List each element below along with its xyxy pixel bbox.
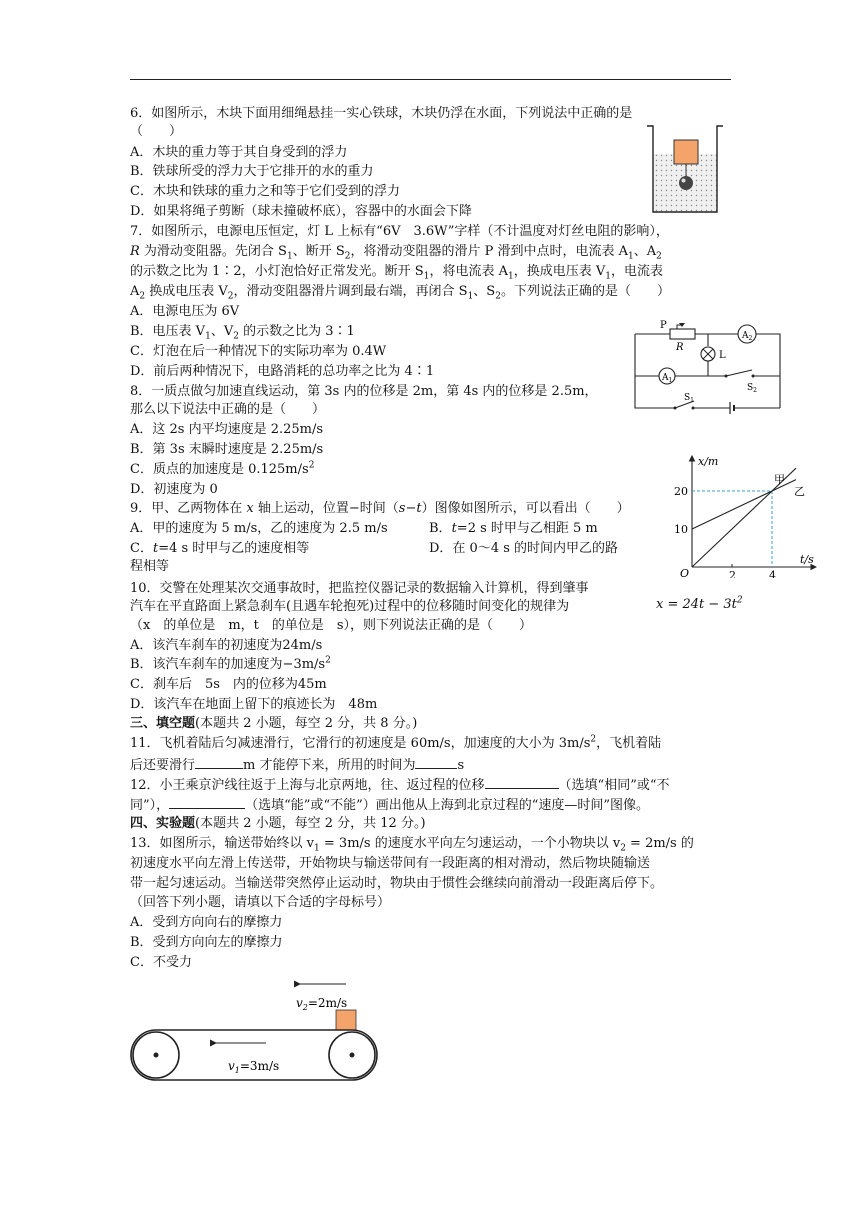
q11-line1: 11．飞机着陆后匀减速滑行，它滑行的初速度是 60m/s，加速度的大小为 $3m/s^2$，飞机着陆	[130, 734, 662, 751]
q10-line1: 10．交警在处理某次交通事故时，把监控仪器记录的数据输入计算机，得到肇事	[130, 581, 589, 596]
q8-line1: 8．一质点做匀加速直线运动，第 3s 内的位移是 2m，第 4s 内的位移是 2.5m，	[130, 384, 598, 399]
q6-option-c: C．木块和铁球的重力之和等于它们受到的浮力	[130, 184, 400, 199]
label-l: L	[719, 350, 726, 361]
header-rule	[130, 79, 731, 80]
q13-line3: 带一起匀速运动。当输送带突然停止运动时，物块由于惯性会继续向前滑动一段距离后停下。	[130, 876, 664, 891]
q11-line2: 后还要滑行 m 才能停下来，所用的时间为 s	[130, 755, 464, 775]
q12-blank-2[interactable]	[169, 795, 245, 809]
tick-label-y10: 10	[674, 523, 688, 536]
origin-label: O	[680, 567, 690, 578]
q6-option-b: B．铁球所受的浮力大于它排开的水的重力	[130, 164, 374, 179]
q12-line1: 12．小王乘京沪线往返于上海与北京两地，往、返过程的位移 （选填“相同”或“不	[130, 775, 670, 795]
block	[336, 1010, 356, 1030]
q8-option-d: D．初速度为 0	[130, 482, 218, 497]
q6-stem: 6．如图所示，木块下面用细绳悬挂一实心铁球，木块仍浮在水面，下列说法中正确的是	[130, 106, 633, 121]
q9-option-b: B．t=2 s 时甲与乙相距 5 m	[429, 521, 598, 536]
q10-option-b: B．该汽车刹车的加速度为$-3m/s^2$	[130, 655, 331, 672]
legend-jia: 甲	[774, 473, 785, 486]
q6-option-a: A．木块的重力等于其自身受到的浮力	[130, 145, 348, 160]
q13-option-a: A．受到方向向右的摩擦力	[130, 915, 283, 930]
q12-blank-1[interactable]	[485, 775, 559, 789]
q8-option-b: B．第 3s 末瞬时速度是 2.25m/s	[130, 442, 324, 457]
q9-option-d-cont: 程相等	[130, 559, 170, 574]
v1-label: $v_1=3m/s$	[228, 1059, 280, 1075]
series-line-yi	[692, 480, 796, 529]
tick-label-x4: 4	[769, 569, 776, 578]
q10-option-a: A．该汽车刹车的初速度为24m/s	[130, 638, 323, 653]
q7-option-c: C．灯泡在后一种情况下的实际功率为 0.4W	[130, 344, 387, 359]
v2-label: $v_2=2m/s$	[296, 996, 348, 1012]
q12-line2: 同”）， （选填“能”或“不能”）画出他从上海到北京过程的“速度—时间”图像。	[130, 795, 649, 815]
tick-label-y20: 20	[674, 485, 688, 498]
section-3-heading: 三、填空题(本题共 2 小题，每空 2 分，共 8 分。)	[130, 716, 418, 731]
tick-label-x2: 2	[729, 569, 736, 578]
q11-blank-1[interactable]	[195, 755, 243, 769]
q10-line3: （x 的单位是 m，t 的单位是 s），则下列说法正确的是（ ）	[130, 618, 533, 633]
q7-line2: R 为滑动变阻器。先闭合 $S_1$、断开 $S_2$，将滑动变阻器的滑片 P 滑到中点时，电流表 $A_1$、$A_2$	[130, 244, 662, 262]
switch-s2	[726, 370, 752, 376]
svg-text:S2: $S_2$	[747, 383, 757, 394]
q7-line4: $A_2$ 换成电压表 $V_2$，滑动变阻器滑片调到最右端，再闭合 $S_1$、$S_2$。下列说法正确的是（ ）	[130, 284, 670, 302]
q7-line1: 7．如图所示，电源电压恒定，灯 L 上标有“6V 3.6W”字样（不计温度对灯丝电阻的影响），	[130, 224, 669, 239]
beaker-figure	[645, 124, 725, 218]
q6-option-d: D．如果将绳子剪断（球未撞破杯底），容器中的水面会下降	[130, 204, 472, 219]
q7-line3: 的示数之比为 1∶2，小灯泡恰好正常发光。断开 $S_1$，将电流表 $A_1$，换成电压表 $V_1$，电流表	[130, 264, 663, 282]
svg-text:S1: $S_1$	[684, 393, 694, 404]
q10-option-d: D．该汽车在地面上留下的痕迹长为 48m	[130, 697, 378, 712]
q10-line2: 汽车在平直路面上紧急刹车(且遇车轮抱死)过程中的位移随时间变化的规律为	[130, 599, 570, 614]
svg-text:A1: $A_1$	[662, 373, 673, 384]
q8-option-c: C．质点的加速度是 $0.125m/s^2$	[130, 460, 315, 477]
label-p: P	[660, 320, 667, 331]
q13-line4: （回答下列小题，请填以下合适的字母标号）	[130, 895, 391, 910]
iron-ball	[679, 176, 693, 190]
q13-line1: 13．如图所示，输送带始终以 $v_1 = 3m/s$ 的速度水平向左匀速运动，一个小物块以 $v_2 = 2m/s$ 的	[130, 836, 694, 854]
legend-yi: 乙	[794, 485, 805, 498]
q13-option-b: B．受到方向向左的摩擦力	[130, 935, 283, 950]
wood-block	[674, 140, 698, 164]
q8-line2: 那么以下说法中正确的是（ ）	[130, 402, 326, 417]
q10-formula: $x = 24t - 3t^2$	[656, 595, 743, 612]
q11-blank-2[interactable]	[415, 755, 457, 769]
q13-option-c: C．不受力	[130, 955, 192, 970]
svg-text:A2: $A_2$	[742, 331, 753, 342]
q7-option-b: B．电压表 $V_1$、$V_2$ 的示数之比为 3∶1	[130, 324, 355, 342]
rheostat	[670, 329, 695, 339]
section-4-heading: 四、实验题(本题共 2 小题，每空 2 分，共 12 分。)	[130, 816, 426, 831]
x-axis-label: t/s	[800, 553, 814, 566]
q9-option-c: C．t=4 s 时甲与乙的速度相等	[130, 541, 310, 556]
circuit-figure	[630, 316, 790, 416]
q7-option-d: D．前后两种情况下，电路消耗的总功率之比为 4∶1	[130, 364, 435, 379]
label-r: R	[676, 342, 684, 353]
q9-option-a: A．甲的速度为 5 m/s，乙的速度为 2.5 m/s	[130, 521, 388, 536]
y-axis-label: x/m	[698, 455, 719, 468]
q9-option-d: D．在 0～4 s 的时间内甲乙的路	[429, 541, 619, 556]
q10-option-c: C．刹车后 5s 内的位移为45m	[130, 677, 327, 692]
q8-option-a: A．这 2s 内平均速度是 2.25m/s	[130, 422, 324, 437]
conveyor-belt-figure	[128, 972, 388, 1088]
q7-option-a: A．电源电压为 6V	[130, 304, 240, 319]
q6-paren: （ ）	[130, 124, 183, 139]
q13-line2: 初速度水平向左滑上传送带，开始物块与输送带间有一段距离的相对滑动，然后物块随输送	[130, 856, 651, 871]
q9-stem: 9．甲、乙两物体在 x 轴上运动，位置−时间（s−t）图像如图所示，可以看出（ ）	[130, 501, 630, 516]
position-time-graph	[672, 452, 822, 578]
